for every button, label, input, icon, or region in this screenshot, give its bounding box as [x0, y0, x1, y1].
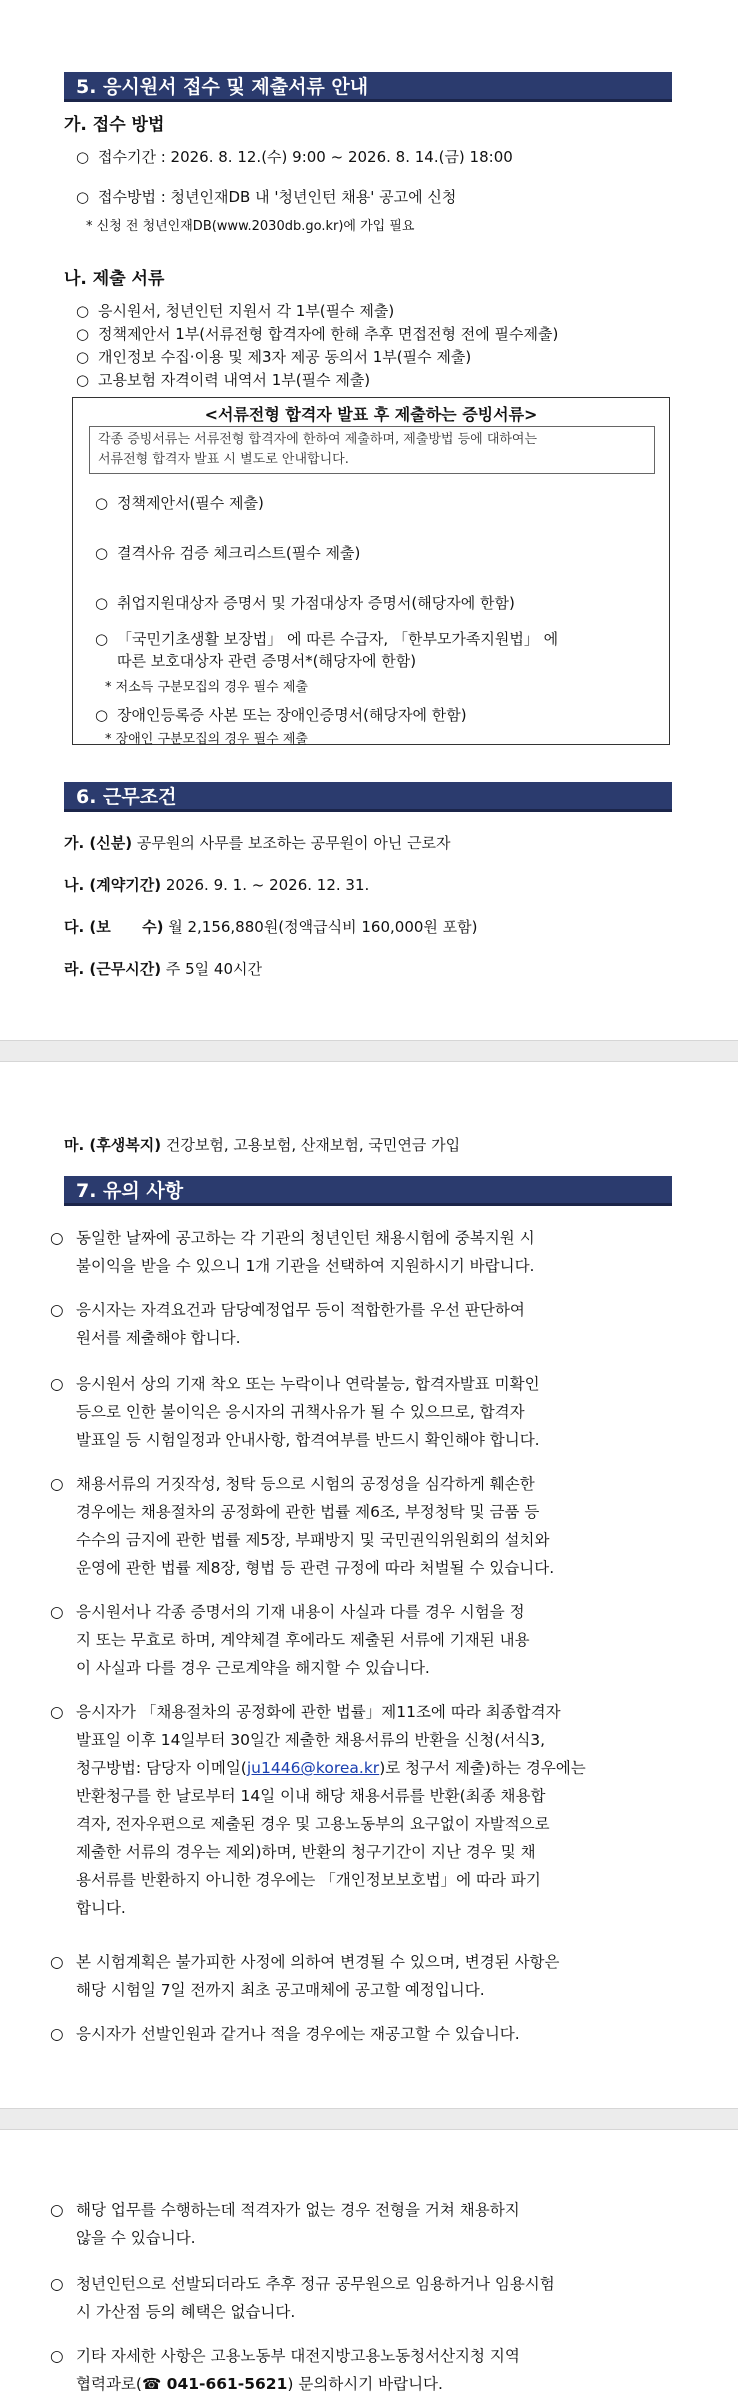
bullet-icon: ○ [95, 494, 109, 512]
notice-item: ○ 본 시험계획은 불가피한 사정에 의하여 변경될 수 있으며, 변경된 사항은 해당 시험일 7일 전까지 최초 공고매체에 공고할 예정입니다. [76, 1948, 676, 2004]
page-3 [0, 2130, 738, 2407]
proof-item-note: * 저소득 구분모집의 경우 필수 제출 [105, 680, 308, 695]
condition-row [64, 874, 369, 895]
proof-item-note: * 장애인 구분모집의 경우 필수 제출 [105, 732, 308, 747]
notice-item-contact: ○ 기타 자세한 사항은 고용노동부 대전지방고용노동청서산지청 지역 협력과로(☎ 041-661-5621) 문의하시기 바랍니다. [76, 2342, 676, 2398]
notice-item: ○ 응시자가 선발인원과 같거나 적을 경우에는 재공고할 수 있습니다. [76, 2020, 676, 2048]
section-5-header: 5. 응시원서 접수 및 제출서류 안내 [64, 72, 672, 102]
condition-label: 가. (신분) [64, 834, 133, 852]
bullet-icon: ○ [95, 706, 109, 724]
notice-item: ○ 응시원서나 각종 증명서의 기재 내용이 사실과 다를 경우 시험을 정 지 또는 무효로 하며, 계약체결 후에라도 제출된 서류에 기재된 내용 이 사실과 다를 경우 근로계약을 해지할 수 있습니다. [76, 1598, 676, 1682]
notice-item: ○ 응시자는 자격요건과 담당예정업무 등이 적합한가를 우선 판단하여 원서를 제출해야 합니다. [76, 1296, 676, 1352]
bullet-icon: ○ [50, 2025, 64, 2043]
notice-item-document-return: ○ 응시자가 「채용절차의 공정화에 관한 법률」제11조에 따라 최종합격자 발표일 이후 14일부터 30일간 제출한 채용서류의 반환을 신청(서식3, 청구방법: 담당자 이메일(ju1446@korea.kr)로 청구서 제출)하는 경우에는 반환청구를 한 날로부터 14일 이내 해당 채용서류를 반환(최종 채용합 격자, 전자우편으로 제출된 경우 및 고용노동부의 요구없이 자발적으로 제출한 서류의 경우는 제외)하며, 반환의 청구기간이 지난 경우 및 채 용서류를 반환하지 아니한 경우에는 「개인정보보호법」에 따라 파기 합니다. [76, 1698, 676, 1922]
proof-item-continued: 따른 보호대상자 관련 증명서*(해당자에 한함) [117, 652, 417, 670]
application-period: ○ 접수기간 : 2026. 8. 12.(수) 9:00 ~ 2026. 8. 14.(금) 18:00 [76, 148, 513, 166]
page-1 [0, 0, 738, 1040]
page-2 [0, 1062, 738, 2108]
proof-item: ○ 취업지원대상자 증명서 및 가점대상자 증명서(해당자에 한함) [95, 594, 515, 612]
bullet-icon: ○ [76, 325, 90, 343]
welfare-label: 마. (후생복지) [64, 1136, 162, 1154]
bullet-icon: ○ [95, 544, 109, 562]
condition-label: 라. (근무시간) [64, 960, 162, 978]
document-item: ○ 응시원서, 청년인턴 지원서 각 1부(필수 제출) [76, 302, 395, 320]
box-description [89, 426, 655, 474]
bullet-icon: ○ [76, 148, 90, 166]
condition-row [64, 958, 262, 979]
condition-row [64, 832, 451, 853]
box-title: <서류전형 합격자 발표 후 제출하는 증빙서류> [204, 405, 538, 424]
document-item: ○ 정책제안서 1부(서류전형 합격자에 한해 추후 면접전형 전에 필수제출) [76, 325, 559, 343]
bullet-icon: ○ [50, 1301, 64, 1319]
document-item: ○ 고용보험 자격이력 내역서 1부(필수 제출) [76, 371, 371, 389]
box-description-line: 서류전형 합격자 발표 시 별도로 안내합니다. [98, 452, 349, 467]
condition-value: 공무원의 사무를 보조하는 공무원이 아닌 근로자 [136, 834, 451, 852]
proof-item: ○ 장애인등록증 사본 또는 장애인증명서(해당자에 한함) [95, 706, 467, 724]
bullet-icon: ○ [50, 1475, 64, 1493]
bullet-icon: ○ [50, 2347, 64, 2365]
bullet-icon: ○ [50, 1703, 64, 1721]
page-gap [0, 1040, 738, 1062]
condition-row [64, 916, 478, 937]
page-gap [0, 2108, 738, 2130]
bullet-icon: ○ [50, 1375, 64, 1393]
notice-item: ○ 청년인턴으로 선발되더라도 추후 정규 공무원으로 임용하거나 임용시험 시 가산점 등의 혜택은 없습니다. [76, 2270, 676, 2326]
notice-item: ○ 해당 업무를 수행하는데 적격자가 없는 경우 전형을 거쳐 채용하지 않을 수 있습니다. [76, 2196, 676, 2252]
bullet-icon: ○ [50, 2275, 64, 2293]
welfare-row [64, 1134, 460, 1155]
bullet-icon: ○ [50, 1603, 64, 1621]
bullet-icon: ○ [76, 302, 90, 320]
bullet-icon: ○ [76, 188, 90, 206]
bullet-icon: ○ [50, 1229, 64, 1247]
notice-item: ○ 응시원서 상의 기재 착오 또는 누락이나 연락불능, 합격자발표 미확인 등으로 인한 불이익은 응시자의 귀책사유가 될 수 있으므로, 합격자 발표일 등 시험일정과 안내사항, 합격여부를 반드시 확인해야 합니다. [76, 1370, 676, 1454]
signup-note: * 신청 전 청년인재DB(www.2030db.go.kr)에 가입 필요 [86, 219, 415, 234]
subsection-a-title: 가. 접수 방법 [64, 115, 165, 135]
condition-value: 주 5일 40시간 [165, 960, 263, 978]
phone-number: ☎ 041-661-5621 [141, 2375, 288, 2393]
application-method: ○ 접수방법 : 청년인재DB 내 '청년인턴 채용' 공고에 신청 [76, 188, 457, 206]
proof-item: ○ 「국민기초생활 보장법」 에 따른 수급자, 「한부모가족지원법」 에 [95, 630, 559, 648]
bullet-icon: ○ [76, 348, 90, 366]
condition-value: 2026. 9. 1. ~ 2026. 12. 31. [165, 876, 370, 894]
condition-label: 나. (계약기간) [64, 876, 162, 894]
proof-item: ○ 결격사유 검증 체크리스트(필수 제출) [95, 544, 361, 562]
condition-value: 월 2,156,880원(정액급식비 160,000원 포함) [168, 918, 478, 936]
subsection-b-title: 나. 제출 서류 [64, 269, 165, 289]
bullet-icon: ○ [50, 1953, 64, 1971]
notice-item: ○ 채용서류의 거짓작성, 청탁 등으로 시험의 공정성을 심각하게 훼손한 경우에는 채용절차의 공정화에 관한 법률 제6조, 부정청탁 및 금품 등 수수의 금지에 관한 법률 제5장, 부패방지 및 국민권익위원회의 설치와 운영에 관한 법률 제8장, 형법 등 관련 규정에 따라 처벌될 수 있습니다. [76, 1470, 676, 1582]
section-7-header: 7. 유의 사항 [64, 1176, 672, 1206]
proof-documents-box [72, 397, 670, 745]
bullet-icon: ○ [76, 371, 90, 389]
document-item: ○ 개인정보 수집·이용 및 제3자 제공 동의서 1부(필수 제출) [76, 348, 472, 366]
box-description-line: 각종 증빙서류는 서류전형 합격자에 한하여 제출하며, 제출방법 등에 대하여는 [98, 432, 538, 447]
notice-item: ○ 동일한 날짜에 공고하는 각 기관의 청년인턴 채용시험에 중복지원 시 불이익을 받을 수 있으니 1개 기관을 선택하여 지원하시기 바랍니다. [76, 1224, 676, 1280]
welfare-value: 건강보험, 고용보험, 산재보험, 국민연금 가입 [165, 1136, 461, 1154]
bullet-icon: ○ [95, 630, 109, 648]
contact-email-link[interactable]: ju1446@korea.kr [246, 1759, 380, 1777]
proof-item: ○ 정책제안서(필수 제출) [95, 494, 264, 512]
condition-label: 다. (보 수) [64, 918, 164, 936]
bullet-icon: ○ [95, 594, 109, 612]
section-6-header: 6. 근무조건 [64, 782, 672, 812]
bullet-icon: ○ [50, 2201, 64, 2219]
